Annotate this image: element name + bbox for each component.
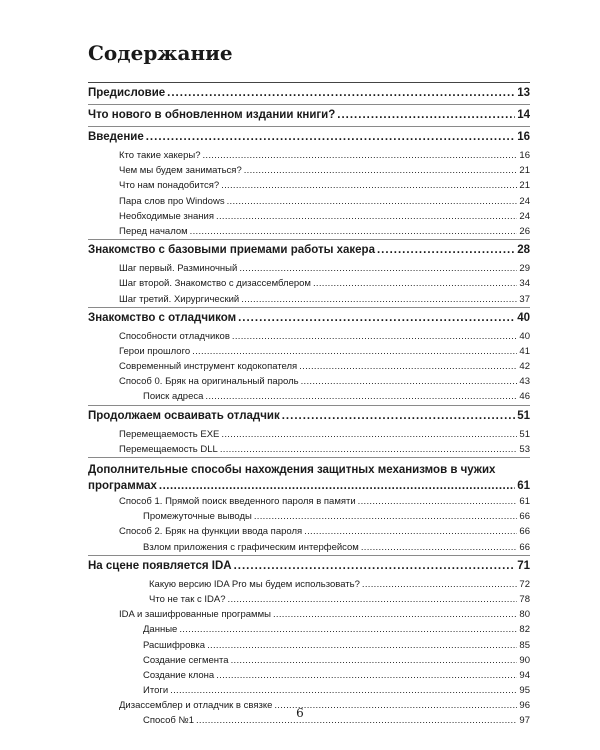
toc-section-title: Способ 2. Бряк на функции ввода пароля bbox=[119, 526, 303, 538]
toc-chapter-entry[interactable] bbox=[88, 104, 530, 126]
toc-page-number: 78 bbox=[519, 593, 530, 605]
toc-page-number: 43 bbox=[519, 376, 530, 388]
dot-leader bbox=[234, 556, 516, 577]
toc-section-title: Итоги bbox=[143, 685, 169, 697]
toc-section-entry[interactable] bbox=[88, 592, 530, 607]
toc-section-entry[interactable] bbox=[88, 427, 530, 442]
toc-section-entry[interactable] bbox=[88, 494, 530, 509]
toc-page-number: 14 bbox=[517, 109, 530, 121]
toc-section-entry[interactable] bbox=[88, 622, 530, 637]
dot-leader bbox=[377, 240, 515, 261]
dot-leader bbox=[167, 83, 515, 104]
toc-section-title: Создание сегмента bbox=[143, 654, 229, 666]
toc-section-title: Перемещаемость DLL bbox=[119, 443, 218, 455]
dot-leader bbox=[228, 592, 518, 607]
toc-section-entry[interactable] bbox=[88, 509, 530, 524]
toc-section-entry[interactable] bbox=[88, 577, 530, 592]
toc-page-number: 90 bbox=[519, 654, 530, 666]
toc-section-title: Герои прошлого bbox=[119, 345, 191, 357]
dot-leader bbox=[241, 292, 517, 307]
dot-leader bbox=[361, 540, 518, 555]
toc-section-title: Какую версию IDA Pro мы будем использовать? bbox=[149, 578, 360, 590]
toc-section-title: Чем мы будем заниматься? bbox=[119, 165, 242, 177]
toc-section-entry[interactable] bbox=[88, 209, 530, 224]
toc-page-number: 21 bbox=[519, 180, 530, 192]
toc-section-entry[interactable] bbox=[88, 653, 530, 668]
toc-section-entry[interactable] bbox=[88, 292, 530, 307]
toc-section-title: Дизассемблер и отладчик в связке bbox=[119, 700, 273, 712]
toc-section-title: Что не так с IDA? bbox=[149, 593, 226, 605]
toc-page-number: 80 bbox=[519, 609, 530, 621]
toc-page-number: 13 bbox=[517, 83, 530, 104]
toc-section-title: Поиск адреса bbox=[143, 391, 204, 403]
dot-leader bbox=[282, 406, 515, 427]
toc-page-number: 97 bbox=[519, 715, 530, 727]
dot-leader bbox=[273, 607, 517, 622]
toc-chapter-entry[interactable] bbox=[88, 555, 530, 577]
dot-leader bbox=[205, 389, 517, 404]
toc-chapter-title: Продолжаем осваивать отладчик bbox=[88, 409, 280, 422]
dot-leader bbox=[227, 194, 518, 209]
toc-page-number: 24 bbox=[519, 210, 530, 222]
dot-leader bbox=[301, 374, 518, 389]
toc-section-title: Современный инструмент кодокопателя bbox=[119, 361, 298, 373]
dot-leader bbox=[231, 653, 518, 668]
toc-section-entry[interactable] bbox=[88, 261, 530, 276]
toc-section-title: Способ 0. Бряк на оригинальный пароль bbox=[119, 376, 299, 388]
toc-page-number: 24 bbox=[519, 195, 530, 207]
dot-leader bbox=[254, 509, 518, 524]
toc-section-entry[interactable] bbox=[88, 683, 530, 698]
toc-page-number: 37 bbox=[519, 293, 530, 305]
toc-page-number: 16 bbox=[517, 131, 530, 143]
toc-section-entry[interactable] bbox=[88, 442, 530, 457]
toc-page-number: 40 bbox=[517, 311, 530, 324]
dot-leader bbox=[358, 494, 518, 509]
toc-section-title: Создание клона bbox=[143, 669, 215, 681]
dot-leader bbox=[220, 442, 518, 457]
dot-leader bbox=[362, 577, 518, 592]
dot-leader bbox=[202, 148, 517, 163]
dot-leader bbox=[159, 478, 515, 494]
toc-section-entry[interactable] bbox=[88, 224, 530, 239]
toc-section-title: Шаг первый. Разминочный bbox=[119, 263, 238, 275]
dot-leader bbox=[221, 178, 517, 193]
toc-section-entry[interactable] bbox=[88, 194, 530, 209]
toc-page-number: 51 bbox=[519, 428, 530, 440]
toc-section-title: Промежуточные выводы bbox=[143, 511, 252, 523]
table-of-contents bbox=[88, 82, 530, 729]
toc-section-title: Необходимые знания bbox=[119, 210, 214, 222]
dot-leader bbox=[232, 329, 518, 344]
toc-section-entry[interactable] bbox=[88, 178, 530, 193]
toc-page-number: 53 bbox=[519, 443, 530, 455]
toc-page-number: 61 bbox=[519, 496, 530, 507]
toc-page-number: 72 bbox=[519, 578, 530, 590]
dot-leader bbox=[239, 261, 517, 276]
toc-chapter-title-line1: Дополнительные способы нахождения защитных механизмов в чужих bbox=[88, 464, 496, 476]
dot-leader bbox=[216, 209, 517, 224]
toc-page-number: 66 bbox=[519, 541, 530, 553]
toc-page-number: 94 bbox=[519, 669, 530, 681]
toc-section-title: Способности отладчиков bbox=[119, 330, 230, 342]
toc-page-number: 40 bbox=[519, 330, 530, 342]
toc-chapter-title: Знакомство с отладчиком bbox=[88, 311, 237, 324]
toc-section-entry[interactable] bbox=[88, 276, 530, 291]
toc-chapter-title: Введение bbox=[88, 131, 144, 143]
toc-section-entry[interactable] bbox=[88, 540, 530, 555]
toc-chapter-entry[interactable] bbox=[88, 126, 530, 148]
toc-section-entry[interactable] bbox=[88, 359, 530, 374]
toc-section-title: Способ 1. Прямой поиск введенного пароля в памяти bbox=[119, 496, 356, 507]
toc-page-number: 66 bbox=[519, 526, 530, 538]
toc-section-entry[interactable] bbox=[88, 329, 530, 344]
toc-section-title: IDA и зашифрованные программы bbox=[119, 609, 271, 621]
toc-page-number: 34 bbox=[519, 278, 530, 290]
toc-chapter-title: Предисловие bbox=[88, 83, 165, 104]
toc-section-entry[interactable] bbox=[88, 344, 530, 359]
toc-page-number: 28 bbox=[517, 244, 530, 257]
dot-leader bbox=[244, 163, 518, 178]
toc-page-number: 26 bbox=[519, 225, 530, 237]
toc-chapter-entry[interactable] bbox=[88, 457, 530, 494]
toc-chapter-title: Знакомство с базовыми приемами работы хакера bbox=[88, 244, 375, 257]
toc-page-number: 61 bbox=[517, 480, 530, 492]
toc-section-entry[interactable] bbox=[88, 607, 530, 622]
toc-section-title: Данные bbox=[143, 624, 178, 636]
toc-page-number: 66 bbox=[519, 511, 530, 523]
toc-chapter-title: На сцене появляется IDA bbox=[88, 559, 232, 572]
page-number: 6 bbox=[296, 706, 304, 720]
dot-leader bbox=[192, 344, 517, 359]
toc-section-title: Шаг третий. Хирургический bbox=[119, 293, 240, 305]
toc-chapter-title-line2: программах bbox=[88, 480, 157, 492]
toc-section-entry[interactable] bbox=[88, 163, 530, 178]
toc-section-entry[interactable] bbox=[88, 638, 530, 653]
dot-leader bbox=[299, 359, 517, 374]
toc-chapter-entry[interactable] bbox=[88, 239, 530, 261]
toc-page-number: 16 bbox=[519, 150, 530, 161]
dot-leader bbox=[179, 622, 517, 637]
toc-page-number: 42 bbox=[519, 361, 530, 373]
dot-leader bbox=[304, 524, 517, 539]
toc-chapter-title: Что нового в обновленном издании книги? bbox=[88, 109, 336, 121]
toc-chapter-entry[interactable] bbox=[88, 405, 530, 427]
toc-page-number: 71 bbox=[517, 559, 530, 572]
dot-leader bbox=[207, 638, 517, 653]
toc-section-entry[interactable] bbox=[88, 148, 530, 163]
toc-page-number: 46 bbox=[519, 391, 530, 403]
dot-leader bbox=[170, 683, 517, 698]
toc-section-title: Кто такие хакеры? bbox=[119, 150, 201, 161]
page-title: Содержание bbox=[88, 41, 233, 65]
dot-leader bbox=[313, 276, 517, 291]
toc-section-title: Шаг второй. Знакомство с дизассемблером bbox=[119, 278, 311, 290]
toc-section-title: Перед началом bbox=[119, 225, 188, 237]
toc-page-number: 41 bbox=[519, 345, 530, 357]
dot-leader bbox=[190, 224, 518, 239]
dot-leader bbox=[337, 105, 515, 126]
toc-section-entry[interactable] bbox=[88, 374, 530, 389]
toc-section-entry[interactable] bbox=[88, 389, 530, 404]
toc-section-entry[interactable] bbox=[88, 524, 530, 539]
toc-page-number: 29 bbox=[519, 263, 530, 275]
toc-section-title: Способ №1 bbox=[143, 715, 194, 727]
toc-page-number: 51 bbox=[517, 409, 530, 422]
toc-page-number: 82 bbox=[519, 624, 530, 636]
dot-leader bbox=[238, 308, 515, 329]
dot-leader bbox=[146, 127, 515, 148]
dot-leader bbox=[216, 668, 517, 683]
toc-chapter-entry[interactable] bbox=[88, 307, 530, 329]
toc-page-number: 95 bbox=[519, 685, 530, 697]
toc-section-title: Что нам понадобится? bbox=[119, 180, 220, 192]
toc-section-entry[interactable] bbox=[88, 668, 530, 683]
toc-page-number: 96 bbox=[519, 700, 530, 712]
toc-chapter-entry[interactable] bbox=[88, 82, 530, 104]
toc-section-title: Пара слов про Windows bbox=[119, 195, 225, 207]
toc-section-title: Расшифровка bbox=[143, 639, 206, 651]
toc-chapter-title-line2-row bbox=[88, 478, 530, 494]
toc-section-title: Перемещаемость EXE bbox=[119, 428, 220, 440]
toc-page-number: 85 bbox=[519, 639, 530, 651]
toc-page-number: 21 bbox=[519, 165, 530, 177]
dot-leader bbox=[221, 427, 517, 442]
toc-section-title: Взлом приложения с графическим интерфейсом bbox=[143, 541, 359, 553]
